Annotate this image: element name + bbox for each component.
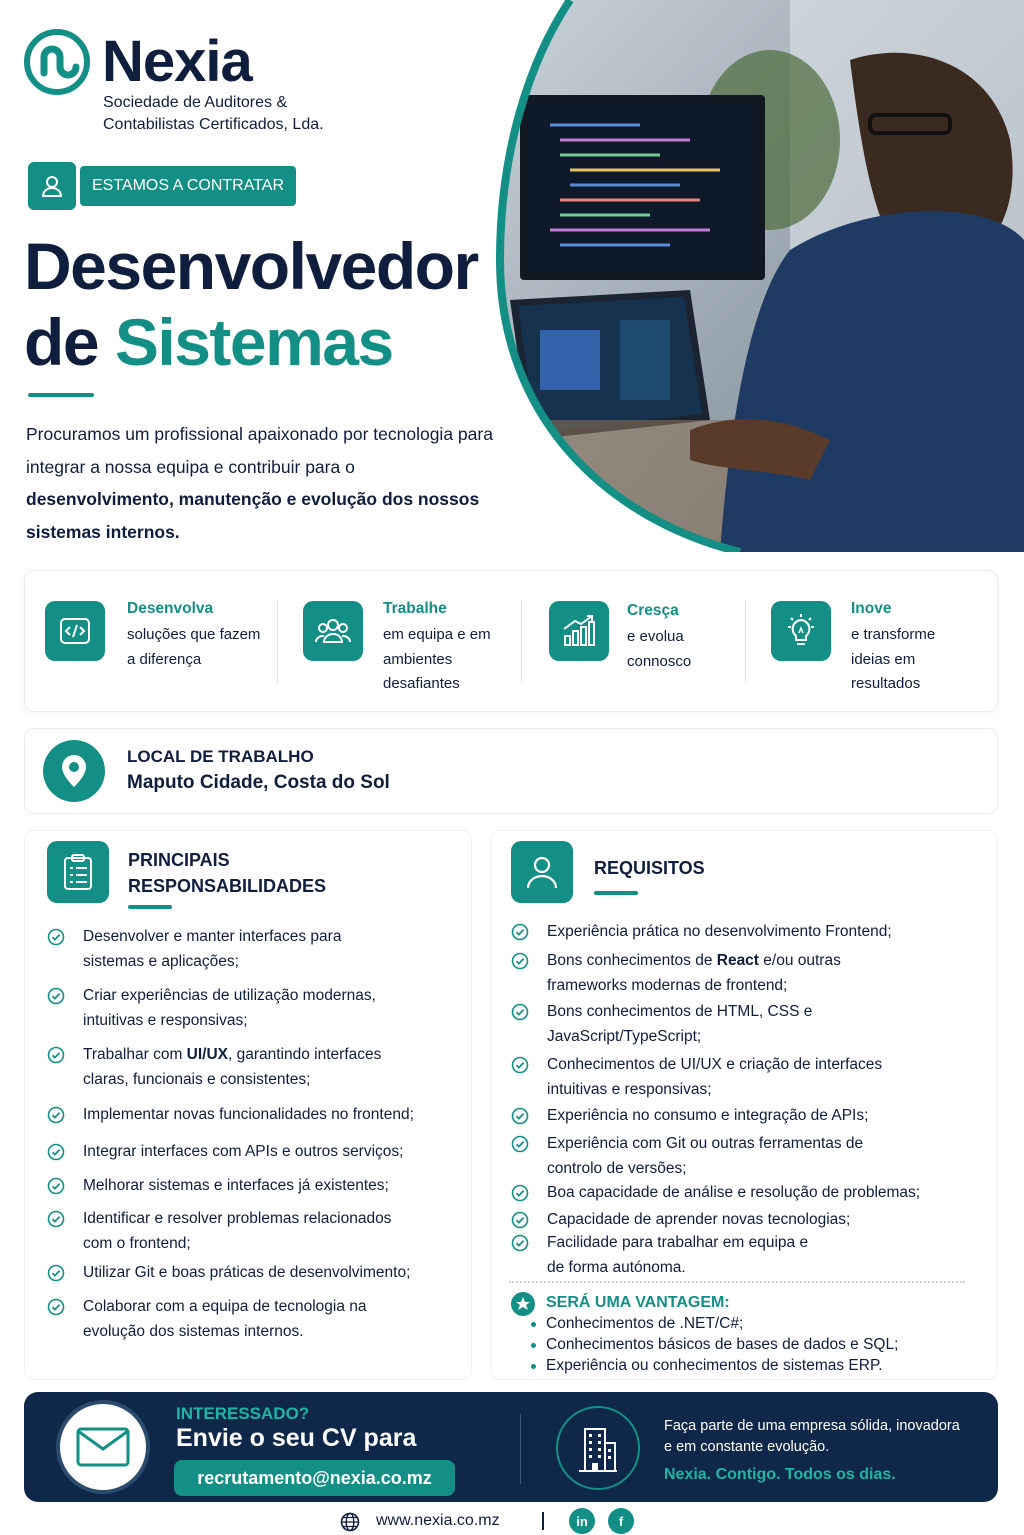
benefits-divider bbox=[277, 601, 278, 683]
bullet-dot bbox=[531, 1343, 536, 1348]
list-item-text bbox=[547, 1104, 868, 1129]
benefits-divider bbox=[521, 601, 522, 683]
list-item-text bbox=[83, 1295, 367, 1344]
list-item bbox=[47, 984, 487, 1034]
job-title-line2 bbox=[24, 302, 393, 382]
list-item bbox=[511, 1000, 951, 1050]
check-circle-icon bbox=[511, 1056, 529, 1074]
list-item-line1: Facilidade para trabalhar em equipa e bbox=[547, 1234, 809, 1251]
brand-tagline-line1: Sociedade de Auditores & bbox=[103, 94, 288, 111]
benefits-divider bbox=[745, 601, 746, 683]
list-item bbox=[47, 1043, 487, 1093]
list-item-line1: Trabalhar com UI/UX, garantindo interfaces bbox=[83, 1046, 382, 1063]
list-item-line2: intuitivas e responsivas; bbox=[83, 1011, 248, 1029]
office-building-icon bbox=[556, 1406, 640, 1490]
list-item-text bbox=[547, 1053, 882, 1102]
requirements-title: REQUISITOS bbox=[594, 858, 705, 878]
list-item bbox=[511, 949, 951, 999]
check-circle-icon bbox=[47, 1210, 65, 1228]
list-item-text bbox=[547, 920, 892, 945]
lightbulb-icon bbox=[771, 601, 831, 661]
list-item-line1: Colaborar com a equipa de tecnologia na bbox=[83, 1298, 367, 1315]
list-item-line1: Desenvolver e manter interfaces para bbox=[83, 928, 342, 945]
list-item-line1: Conhecimentos de UI/UX e criação de interfaces bbox=[547, 1056, 883, 1073]
advantages-title: SERÁ UMA VANTAGEM: bbox=[546, 1294, 730, 1311]
list-item-text bbox=[83, 984, 376, 1033]
job-title-word-de: de bbox=[24, 305, 115, 379]
cta-slogan: Nexia. Contigo. Todos os dias. bbox=[664, 1466, 896, 1483]
requirements-panel bbox=[490, 830, 998, 1380]
intro-text: Procuramos um profissional apaixonado por tecnologia para integrar a nossa equipa e contribuir para o bbox=[26, 424, 493, 477]
check-circle-icon bbox=[47, 1264, 65, 1282]
brand-name: Nexia bbox=[102, 29, 252, 94]
benefit-team-desc: em equipa e em ambientes desafiantes bbox=[383, 626, 491, 692]
advantage-text: Experiência ou conhecimentos de sistemas ERP. bbox=[546, 1357, 883, 1374]
hero-developer-image bbox=[490, 0, 1024, 552]
list-item-text bbox=[547, 1231, 808, 1280]
check-circle-icon bbox=[511, 1107, 529, 1125]
benefit-innovate-title: Inove bbox=[851, 600, 892, 617]
cta-divider bbox=[520, 1414, 521, 1484]
check-circle-icon bbox=[511, 1135, 529, 1153]
benefit-innovate-desc: e transforme ideias em resultados bbox=[851, 626, 936, 692]
bullet-dot bbox=[531, 1322, 536, 1327]
list-item bbox=[511, 1181, 951, 1206]
list-item-line2: JavaScript/TypeScript; bbox=[547, 1027, 702, 1045]
list-item-line2: sistemas e aplicações; bbox=[83, 952, 239, 970]
list-item-line1: Bons conhecimentos de React e/ou outras bbox=[547, 952, 841, 969]
website-link[interactable]: www.nexia.co.mz bbox=[376, 1512, 500, 1529]
list-item-line1: Criar experiências de utilização modernas, bbox=[83, 987, 376, 1004]
list-item-line2: intuitivas e responsivas; bbox=[547, 1080, 712, 1098]
user-profile-icon bbox=[511, 841, 573, 903]
hiring-label: ESTAMOS A CONTRATAR bbox=[80, 166, 296, 206]
list-item-text bbox=[547, 1181, 920, 1206]
list-item-line2: de forma autónoma. bbox=[547, 1258, 686, 1276]
list-item-text bbox=[547, 1208, 850, 1233]
list-item-line1: Boa capacidade de análise e resolução de problemas; bbox=[547, 1184, 921, 1201]
responsibilities-title-line1: PRINCIPAIS bbox=[128, 850, 230, 870]
location-card bbox=[24, 728, 998, 814]
list-item bbox=[511, 1231, 951, 1281]
list-item bbox=[47, 1103, 487, 1128]
check-circle-icon bbox=[47, 1143, 65, 1161]
list-item-text bbox=[547, 949, 841, 998]
cta-question: INTERESSADO? bbox=[176, 1404, 310, 1423]
apply-banner bbox=[24, 1392, 998, 1502]
responsibilities-title-line2: RESPONSABILIDADES bbox=[128, 876, 327, 896]
list-item-line1: Integrar interfaces com APIs e outros serviços; bbox=[83, 1143, 404, 1160]
requirements-title-underline bbox=[594, 891, 638, 895]
job-title-line1: Desenvolvedor bbox=[24, 229, 478, 303]
intro-bold-text: desenvolvimento, manutenção e evolução dos nossos sistemas internos. bbox=[26, 489, 480, 542]
check-circle-icon bbox=[511, 952, 529, 970]
responsibilities-title-underline bbox=[128, 905, 172, 909]
footer-divider bbox=[542, 1512, 544, 1530]
list-item-line1: Experiência no consumo e integração de APIs; bbox=[547, 1107, 869, 1124]
list-item-line2: com o frontend; bbox=[83, 1234, 191, 1252]
check-circle-icon bbox=[511, 1234, 529, 1252]
list-item-line2: controlo de versões; bbox=[547, 1159, 687, 1177]
list-item-line2: evolução dos sistemas internos. bbox=[83, 1322, 304, 1340]
list-item bbox=[511, 1132, 951, 1182]
check-circle-icon bbox=[47, 1046, 65, 1064]
nexia-logo-mark-icon bbox=[24, 29, 90, 95]
linkedin-icon[interactable]: in bbox=[569, 1508, 595, 1534]
advantages-divider bbox=[509, 1281, 965, 1283]
benefit-team-title: Trabalhe bbox=[383, 600, 447, 617]
list-item bbox=[47, 1261, 487, 1286]
list-item-text bbox=[83, 1261, 410, 1286]
check-circle-icon bbox=[511, 1003, 529, 1021]
list-item-line1: Utilizar Git e boas práticas de desenvolvimento; bbox=[83, 1264, 411, 1281]
list-item-text bbox=[83, 1140, 403, 1165]
check-circle-icon bbox=[511, 1184, 529, 1202]
list-item bbox=[47, 1295, 487, 1345]
list-item-text bbox=[83, 1174, 389, 1199]
benefit-develop-title: Desenvolva bbox=[127, 600, 214, 617]
list-item-text bbox=[83, 1043, 381, 1092]
location-label: LOCAL DE TRABALHO bbox=[127, 747, 314, 766]
check-circle-icon bbox=[47, 987, 65, 1005]
list-item bbox=[47, 1174, 487, 1199]
responsibilities-title bbox=[128, 847, 326, 899]
check-circle-icon bbox=[47, 1298, 65, 1316]
check-circle-icon bbox=[511, 1211, 529, 1229]
list-item-line1: Identificar e resolver problemas relacionados bbox=[83, 1210, 392, 1227]
list-item-line1: Implementar novas funcionalidades no frontend; bbox=[83, 1106, 414, 1123]
check-circle-icon bbox=[47, 1177, 65, 1195]
list-item-line2: claras, funcionais e consistentes; bbox=[83, 1070, 311, 1088]
check-circle-icon bbox=[47, 1106, 65, 1124]
list-item-line1: Experiência prática no desenvolvimento Frontend; bbox=[547, 923, 892, 940]
benefit-grow-desc: e evolua connosco bbox=[627, 628, 692, 670]
list-item bbox=[511, 1053, 951, 1103]
benefit-develop-desc: soluções que fazem a diferença bbox=[127, 626, 261, 668]
intro-paragraph bbox=[26, 418, 506, 548]
nexia-logo bbox=[24, 28, 252, 95]
bullet-dot bbox=[531, 1364, 536, 1369]
list-item-line1: Capacidade de aprender novas tecnologias; bbox=[547, 1211, 851, 1228]
star-badge-icon bbox=[511, 1292, 535, 1316]
facebook-icon[interactable]: f bbox=[608, 1508, 634, 1534]
list-item-text bbox=[83, 925, 341, 974]
list-item-line1: Bons conhecimentos de HTML, CSS e bbox=[547, 1003, 813, 1020]
team-icon bbox=[303, 601, 363, 661]
recruitment-email-link[interactable]: recrutamento@nexia.co.mz bbox=[174, 1460, 455, 1496]
title-underline bbox=[28, 393, 94, 397]
list-item bbox=[47, 1207, 487, 1257]
advantage-text: Conhecimentos básicos de bases de dados e SQL; bbox=[546, 1336, 899, 1353]
growth-chart-icon bbox=[549, 601, 609, 661]
advantage-text: Conhecimentos de .NET/C#; bbox=[546, 1315, 744, 1332]
list-item-text bbox=[547, 1000, 812, 1049]
benefit-grow-title: Cresça bbox=[627, 602, 679, 619]
responsibilities-panel bbox=[24, 830, 472, 1380]
list-item-line2: frameworks modernas de frontend; bbox=[547, 976, 788, 994]
check-circle-icon bbox=[511, 923, 529, 941]
brand-tagline-line2: Contabilistas Certificados, Lda. bbox=[103, 116, 324, 133]
brand-tagline bbox=[103, 92, 324, 136]
code-icon bbox=[45, 601, 105, 661]
list-item-text bbox=[547, 1132, 863, 1181]
list-item-text bbox=[83, 1207, 391, 1256]
list-item bbox=[47, 1140, 487, 1165]
clipboard-checklist-icon bbox=[47, 841, 109, 903]
check-circle-icon bbox=[47, 928, 65, 946]
list-item-line1: Melhorar sistemas e interfaces já existentes; bbox=[83, 1177, 389, 1194]
user-icon bbox=[28, 162, 76, 210]
hiring-badge bbox=[28, 162, 296, 210]
location-value: Maputo Cidade, Costa do Sol bbox=[127, 772, 390, 793]
cta-headline: Envie o seu CV para bbox=[176, 1424, 417, 1452]
mail-envelope-icon bbox=[56, 1400, 150, 1494]
list-item-line1: Experiência com Git ou outras ferramentas de bbox=[547, 1135, 864, 1152]
list-item bbox=[47, 925, 487, 975]
list-item bbox=[511, 1104, 951, 1129]
footer bbox=[0, 1508, 1024, 1535]
location-pin-icon bbox=[43, 740, 105, 802]
cta-pitch: Faça parte de uma empresa sólida, inovadora e em constante evolução. bbox=[664, 1418, 960, 1455]
job-title-word-sistemas: Sistemas bbox=[114, 305, 393, 379]
list-item-text bbox=[83, 1103, 414, 1128]
list-item bbox=[511, 920, 951, 945]
benefits-card bbox=[24, 570, 998, 712]
list-item bbox=[511, 1208, 951, 1233]
globe-icon bbox=[340, 1512, 360, 1532]
